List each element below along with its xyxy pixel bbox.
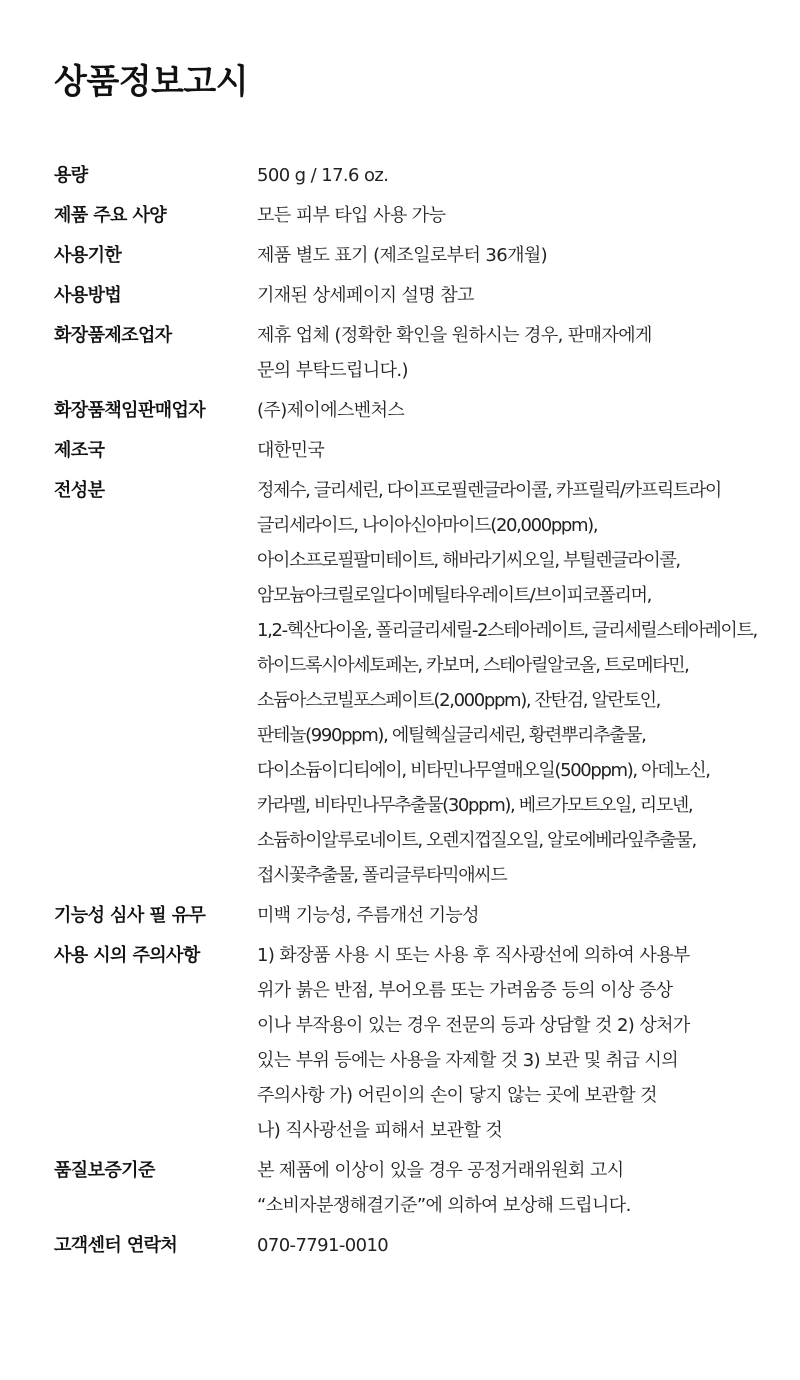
value-line: 아이소프로필팔미테이트, 해바라기씨오일, 부틸렌글라이콜, <box>257 550 680 571</box>
spec-row-expiry <box>54 238 800 273</box>
spec-value <box>257 1228 388 1263</box>
spec-value <box>257 433 324 468</box>
spec-value <box>257 393 404 428</box>
value-line: 접시꽃추출물, 폴리글루타믹애씨드 <box>257 865 507 886</box>
spec-value <box>257 898 479 933</box>
spec-label: 제조국 <box>54 440 105 461</box>
value-line: 제품 별도 표기 (제조일로부터 36개월) <box>257 245 548 266</box>
value-line: 기재된 상세페이지 설명 참고 <box>257 285 474 306</box>
customer-center-phone: 070-7791-0010 <box>257 1235 389 1256</box>
value-line: 본 제품에 이상이 있을 경우 공정거래위원회 고시 <box>257 1160 624 1181</box>
spec-label: 사용 시의 주의사항 <box>54 945 200 966</box>
spec-row-customer-center <box>54 1228 800 1263</box>
spec-row-manufacturer <box>54 318 800 388</box>
value-line: “소비자분쟁해결기준”에 의하여 보상해 드립니다. <box>257 1195 631 1216</box>
value-line: 모든 피부 타입 사용 가능 <box>257 205 446 226</box>
spec-row-ingredients <box>54 473 800 893</box>
spec-row-functional-review <box>54 898 800 933</box>
spec-row-main-spec <box>54 198 800 233</box>
value-line: 주의사항 가) 어린이의 손이 닿지 않는 곳에 보관할 것 <box>257 1085 657 1106</box>
value-line: 다이소듐이디티에이, 비타민나무열매오일(500ppm), 아데노신, <box>257 760 710 781</box>
value-line: 암모늄아크릴로일다이메틸타우레이트/브이피코폴리머, <box>257 585 651 606</box>
value-line: 문의 부탁드립니다.) <box>257 360 408 381</box>
value-line: 정제수, 글리세린, 다이프로필렌글라이콜, 카프릴릭/카프릭트라이 <box>257 480 721 501</box>
spec-label: 화장품제조업자 <box>54 325 172 346</box>
value-line: 이나 부작용이 있는 경우 전문의 등과 상담할 것 2) 상처가 <box>257 1015 690 1036</box>
value-line: 1) 화장품 사용 시 또는 사용 후 직사광선에 의하여 사용부 <box>257 945 690 966</box>
spec-row-country <box>54 433 800 468</box>
value-line: 미백 기능성, 주름개선 기능성 <box>257 905 479 926</box>
spec-label: 사용방법 <box>54 285 122 306</box>
value-line: 제휴 업체 (정확한 확인을 원하시는 경우, 판매자에게 <box>257 325 652 346</box>
spec-value <box>257 1153 631 1223</box>
value-line: 판테놀(990ppm), 에틸헥실글리세린, 황련뿌리추출물, <box>257 725 646 746</box>
value-line: 나) 직사광선을 피해서 보관할 것 <box>257 1120 503 1141</box>
value-line: 위가 붉은 반점, 부어오름 또는 가려움증 등의 이상 증상 <box>257 980 673 1001</box>
spec-value <box>257 158 388 193</box>
spec-value <box>257 938 690 1148</box>
value-line: 500 g / 17.6 oz. <box>257 165 389 186</box>
spec-label: 고객센터 연락처 <box>54 1235 178 1256</box>
value-line: 소듐아스코빌포스페이트(2,000ppm), 잔탄검, 알란토인, <box>257 690 661 711</box>
spec-label: 사용기한 <box>54 245 122 266</box>
spec-value <box>257 198 445 233</box>
value-line: 글리세라이드, 나이아신아마이드(20,000ppm), <box>257 515 598 536</box>
spec-label: 화장품책임판매업자 <box>54 400 206 421</box>
value-line: (주)제이에스벤처스 <box>257 400 405 421</box>
spec-value <box>257 473 757 893</box>
value-line: 소듐하이알루로네이트, 오렌지껍질오일, 알로에베라잎추출물, <box>257 830 696 851</box>
spec-value <box>257 318 652 388</box>
spec-row-capacity <box>54 158 800 193</box>
spec-row-usage <box>54 278 800 313</box>
spec-label: 품질보증기준 <box>54 1160 155 1181</box>
value-line: 있는 부위 등에는 사용을 자제할 것 3) 보관 및 취급 시의 <box>257 1050 679 1071</box>
spec-label: 제품 주요 사양 <box>54 205 167 226</box>
value-line: 카라멜, 비타민나무추출물(30ppm), 베르가모트오일, 리모넨, <box>257 795 693 816</box>
spec-label: 기능성 심사 필 유무 <box>54 905 206 926</box>
page-title: 상품정보고시 <box>54 62 249 102</box>
spec-row-responsible-seller <box>54 393 800 428</box>
value-line: 하이드록시아세토페논, 카보머, 스테아릴알코올, 트로메타민, <box>257 655 689 676</box>
spec-row-precautions <box>54 938 800 1148</box>
value-line: 1,2-헥산다이올, 폴리글리세릴-2스테아레이트, 글리세릴스테아레이트, <box>257 620 757 641</box>
value-line: 대한민국 <box>257 440 325 461</box>
spec-row-quality-guarantee <box>54 1153 800 1223</box>
spec-list <box>54 158 800 1263</box>
spec-value <box>257 238 547 273</box>
spec-value <box>257 278 474 313</box>
spec-label: 용량 <box>54 165 88 186</box>
spec-label: 전성분 <box>54 480 105 501</box>
